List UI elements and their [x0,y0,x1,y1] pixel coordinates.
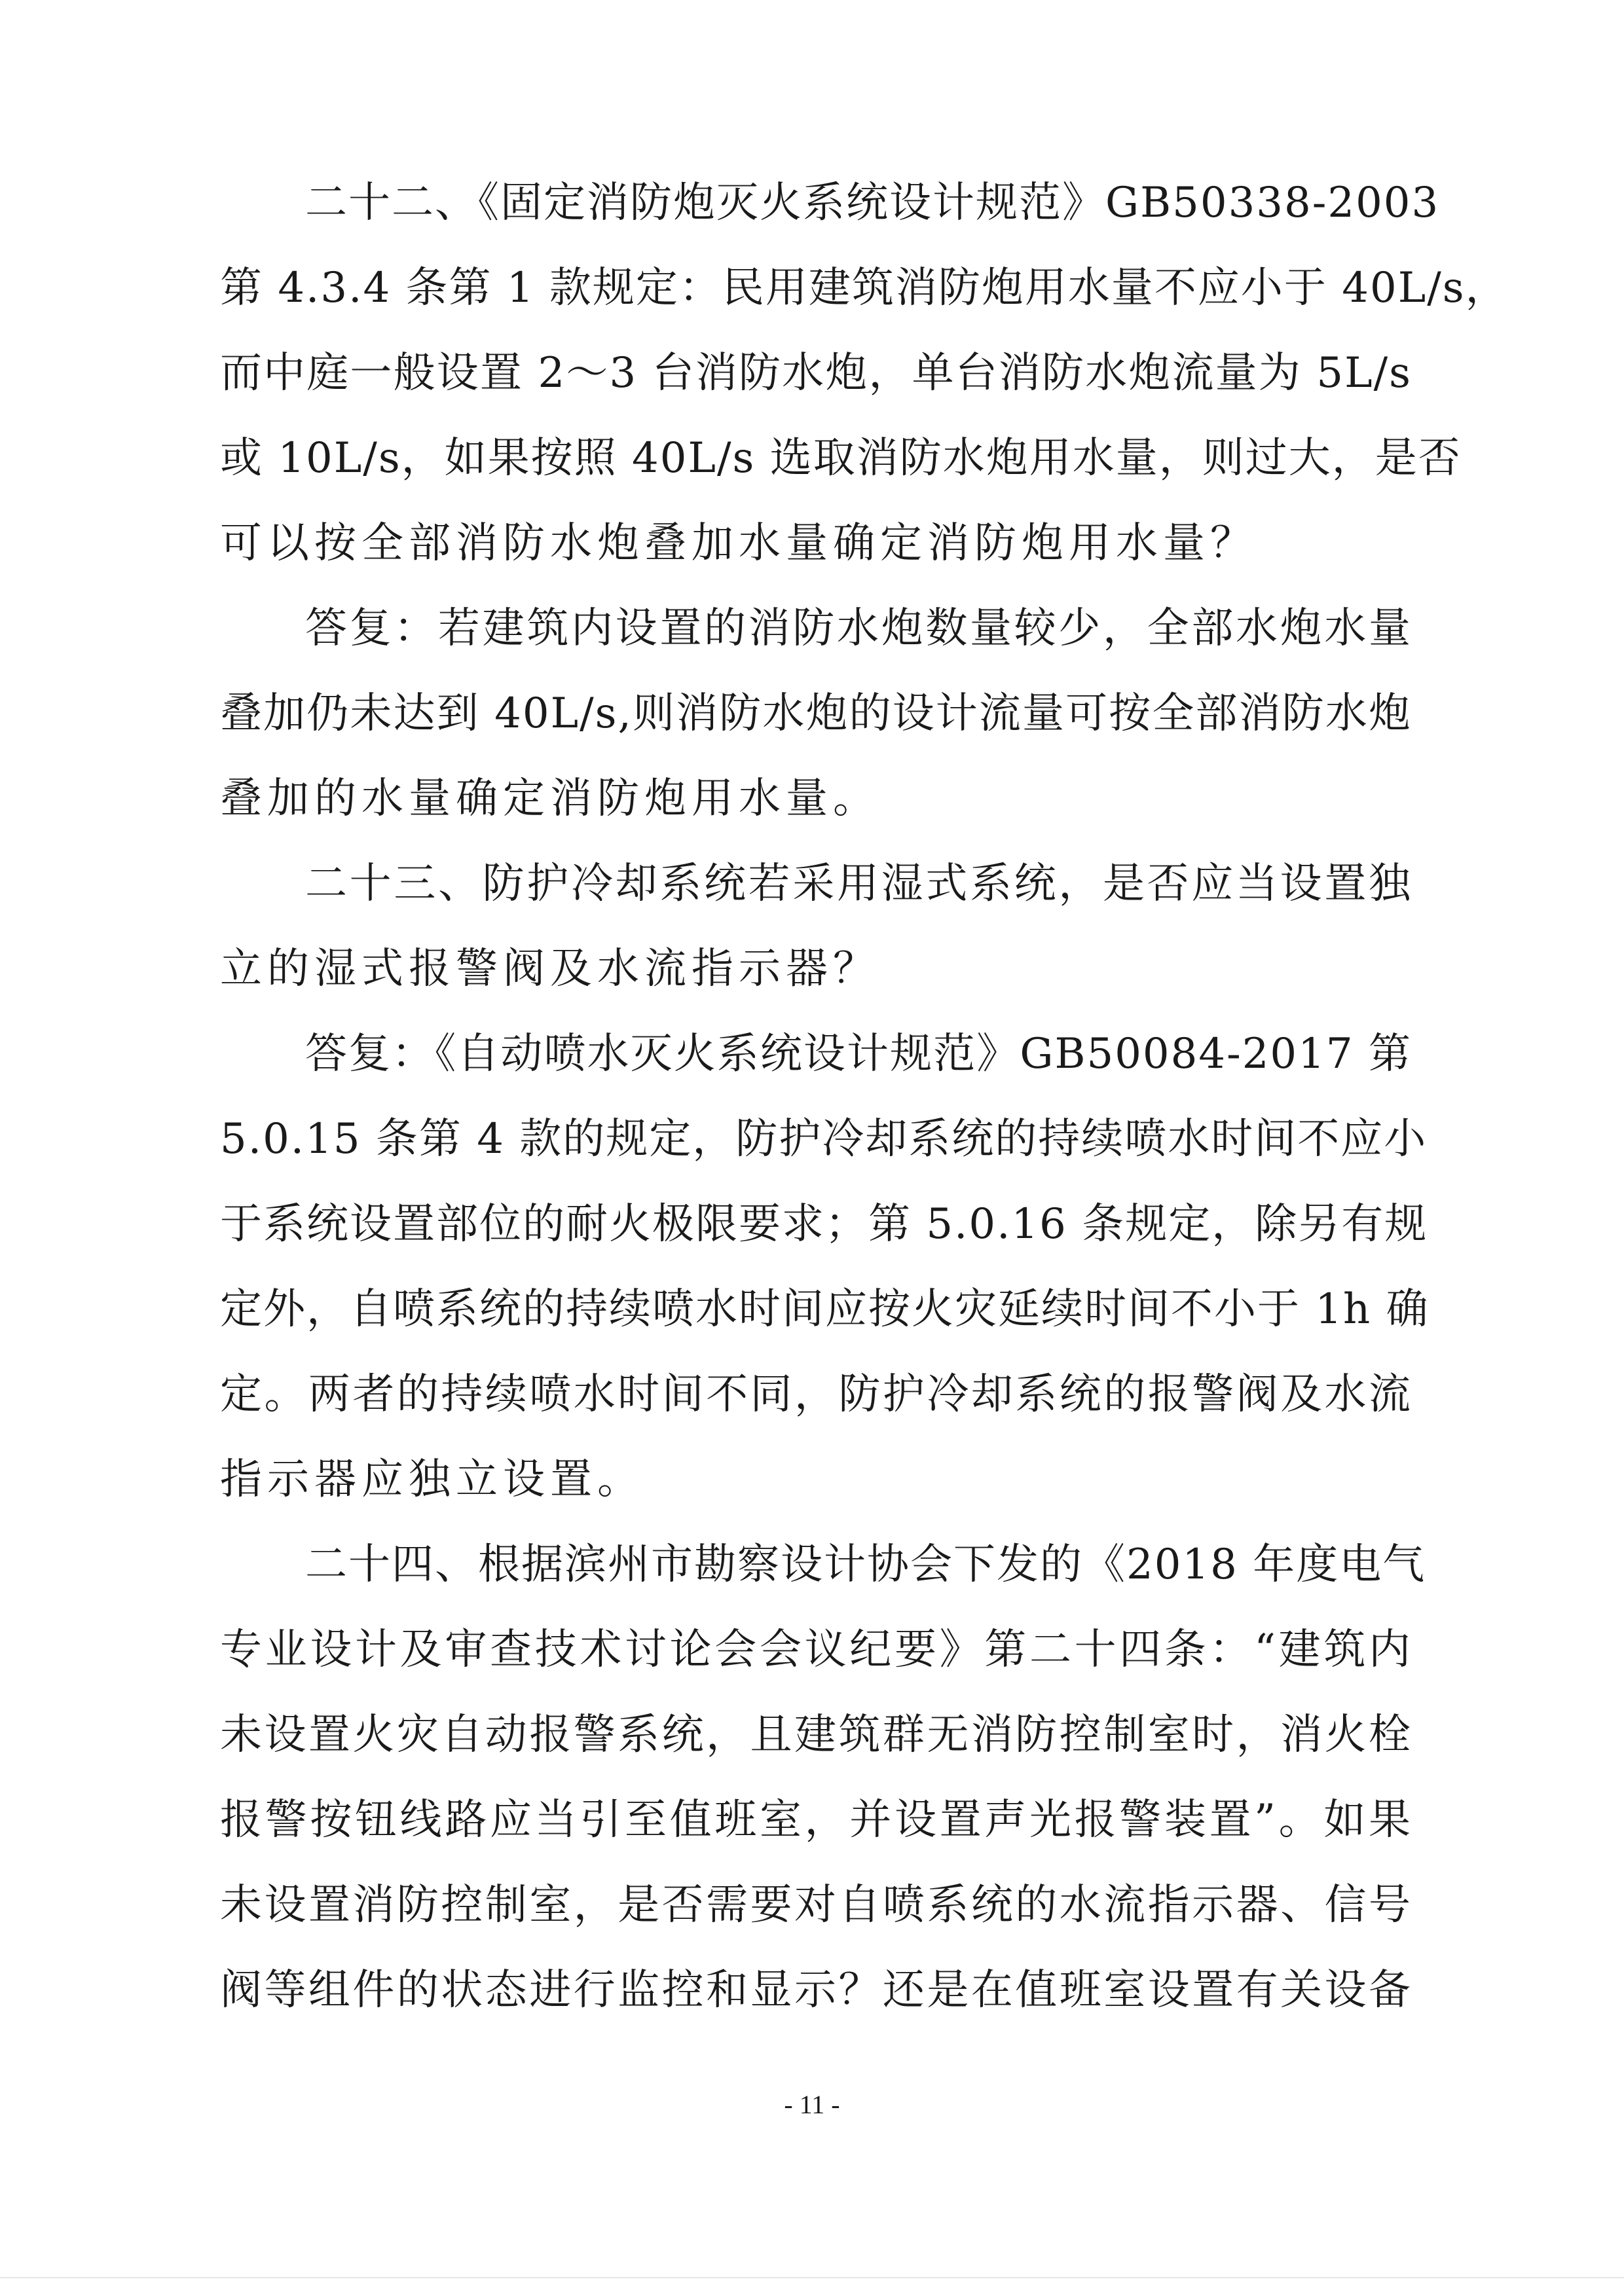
text-line: 定外，自喷系统的持续喷水时间应按火灾延续时间不小于 1h 确 [220,1285,1430,1334]
text-line: 二十三、防护冷却系统若采用湿式系统，是否应当设置独 [305,860,1412,908]
text-line: 答复：若建筑内设置的消防水炮数量较少，全部水炮水量 [305,604,1412,653]
text-line: 5.0.15 条第 4 款的规定，防护冷却系统的持续喷水时间不应小 [220,1115,1428,1163]
text-line: 二十四、根据滨州市勘察设计协会下发的《2018 年度电气 [305,1540,1426,1589]
text-line: 专业设计及审查技术讨论会会议纪要》第二十四条：“建筑内 [220,1626,1412,1674]
text-line: 指示器应独立设置。 [220,1455,644,1504]
page-number: - 11 - [784,2090,840,2119]
text-line: 未设置消防控制室，是否需要对自喷系统的水流指示器、信号 [220,1881,1412,1929]
text-line: 二十二、《固定消防炮灭火系统设计规范》GB50338-2003 [305,179,1440,227]
text-line: 报警按钮线路应当引至值班室，并设置声光报警装置”。如果 [220,1796,1412,1844]
text-line: 定。两者的持续喷水时间不同，防护冷却系统的报警阀及水流 [220,1370,1412,1419]
text-line: 可以按全部消防水炮叠加水量确定消防炮用水量？ [220,519,1257,568]
text-line: 立的湿式报警阀及水流指示器？ [220,945,880,993]
text-line: 阀等组件的状态进行监控和显示？还是在值班室设置有关设备 [220,1966,1412,2014]
text-line: 叠加的水量确定消防炮用水量。 [220,774,880,823]
text-line: 叠加仍未达到 40L/s,则消防水炮的设计流量可按全部消防水炮 [220,689,1412,738]
text-line: 答复：《自动喷水灭火系统设计规范》GB50084-2017 第 [305,1030,1412,1078]
text-line: 而中庭一般设置 2～3 台消防水炮，单台消防水炮流量为 5L/s [220,349,1412,397]
scan-edge-divider [0,2277,1624,2278]
text-line: 于系统设置部位的耐火极限要求；第 5.0.16 条规定，除另有规 [220,1200,1428,1248]
text-line: 未设置火灾自动报警系统，且建筑群无消防控制室时，消火栓 [220,1711,1412,1759]
text-line: 或 10L/s，如果按照 40L/s 选取消防水炮用水量，则过大，是否 [220,434,1462,483]
text-line: 第 4.3.4 条第 1 款规定：民用建筑消防炮用水量不应小于 40L/s， [220,264,1509,312]
